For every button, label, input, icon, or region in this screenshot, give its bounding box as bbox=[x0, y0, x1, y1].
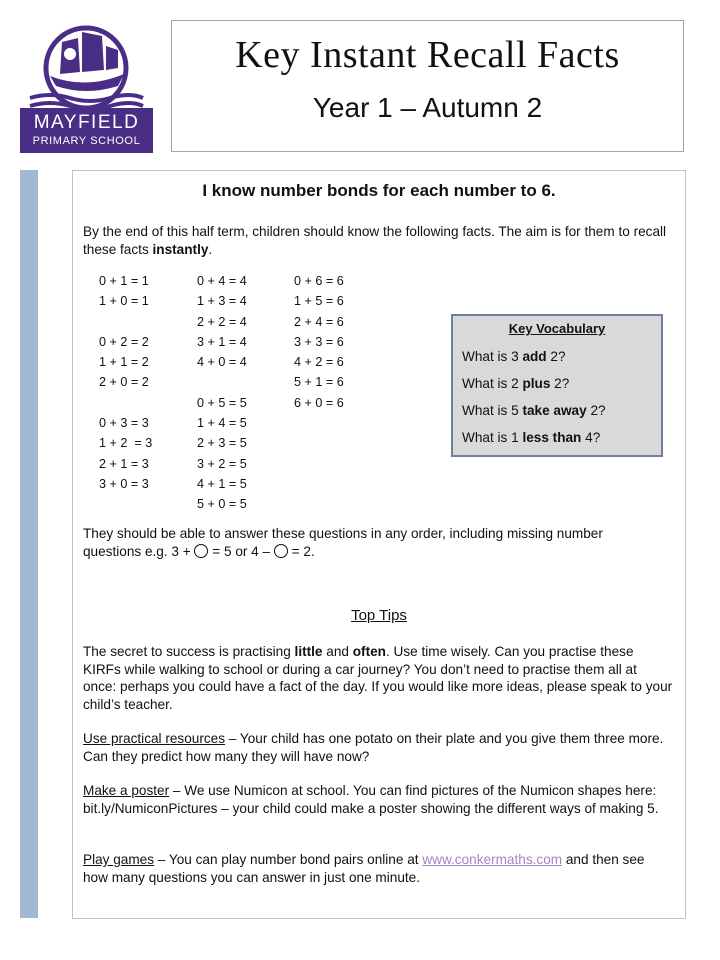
missing-number-circle-icon bbox=[194, 544, 208, 558]
content-panel bbox=[72, 170, 686, 919]
key-vocabulary-box bbox=[451, 314, 663, 457]
logo-text bbox=[20, 108, 153, 153]
ship-logo-icon bbox=[20, 20, 153, 110]
number-bond-fact: 0 + 1 = 1 bbox=[99, 274, 149, 288]
facts-column-2 bbox=[197, 271, 247, 515]
vocab-item: What is 2 plus 2? bbox=[462, 376, 570, 391]
tip-label: Use practical resources bbox=[83, 731, 226, 746]
number-bond-fact: 0 + 3 = 3 bbox=[99, 416, 149, 431]
number-bond-fact bbox=[99, 312, 152, 332]
number-bond-fact: 0 + 6 = 6 bbox=[294, 274, 344, 288]
intro-end: . bbox=[208, 241, 213, 257]
number-bond-fact: 0 + 4 = 4 bbox=[197, 274, 247, 288]
number-bond-fact: 2 + 4 = 6 bbox=[294, 314, 344, 329]
number-bond-fact: 1 + 0 = 1 bbox=[99, 294, 149, 309]
page-title: Key Instant Recall Facts bbox=[235, 34, 620, 76]
number-bond-fact: 0 + 2 = 2 bbox=[99, 334, 149, 349]
vocab-item: What is 5 take away 2? bbox=[462, 403, 606, 418]
vocab-item: What is 3 add 2? bbox=[462, 349, 566, 364]
intro-paragraph bbox=[83, 223, 673, 258]
section-heading: I know number bonds for each number to 6. bbox=[202, 181, 556, 200]
order-line1: They should be able to answer these questions in any order, including missing number bbox=[83, 526, 603, 541]
logo-line2: PRIMARY SCHOOL bbox=[32, 135, 141, 147]
number-bond-fact: 3 + 0 = 3 bbox=[99, 476, 149, 491]
top-tips-heading: Top Tips bbox=[351, 607, 407, 624]
title-box bbox=[171, 20, 684, 152]
logo-line1: MAYFIELD bbox=[33, 112, 140, 133]
number-bond-fact: 3 + 2 = 5 bbox=[197, 456, 247, 471]
number-bond-fact: 2 + 0 = 2 bbox=[99, 375, 149, 390]
number-bond-fact: 5 + 1 = 6 bbox=[294, 375, 344, 390]
number-bond-fact: 3 + 3 = 6 bbox=[294, 334, 344, 349]
number-bond-fact bbox=[197, 372, 247, 392]
number-bond-fact: 6 + 0 = 6 bbox=[294, 395, 344, 410]
tip-label: Play games bbox=[83, 852, 155, 867]
vocab-title: Key Vocabulary bbox=[508, 321, 606, 336]
tip-intro-paragraph: The secret to success is practising little and often. Use time wisely. Can you practise these KIRFs while walking to school or during a car journey? You don’t need to practise them all at once: perhaps you could have a fact of the day. If you would like more ideas, please speak to your child’s teacher. bbox=[83, 644, 673, 712]
order-paragraph bbox=[83, 525, 673, 560]
conkermaths-link[interactable]: www.conkermaths.com bbox=[422, 852, 563, 867]
tip-make-poster: Make a poster – We use Numicon at school. You can find pictures of the Numicon shapes here: bit.ly/NumiconPictures – your child could make a poster showing the different ways of making 5. bbox=[83, 783, 659, 816]
number-bond-fact: 4 + 2 = 6 bbox=[294, 355, 344, 370]
page-subtitle: Year 1 – Autumn 2 bbox=[312, 92, 543, 123]
facts-column-1 bbox=[99, 271, 152, 494]
vocab-item: What is 1 less than 4? bbox=[462, 430, 601, 445]
number-bond-fact: 1 + 2 = 3 bbox=[99, 436, 153, 451]
number-bond-fact: 2 + 1 = 3 bbox=[99, 456, 149, 471]
tip-label: Make a poster bbox=[83, 783, 170, 798]
number-bond-fact: 1 + 5 = 6 bbox=[294, 294, 344, 309]
intro-text: By the end of this half term, children should know the following facts. The aim is for them to recall these facts bbox=[83, 224, 667, 257]
school-logo bbox=[20, 20, 153, 153]
tip-practical-resources: Use practical resources – Your child has one potato on their plate and you give them three more. Can they predict how many they will have now? bbox=[83, 731, 664, 764]
number-bond-fact: 1 + 4 = 5 bbox=[197, 416, 247, 431]
number-bond-fact: 5 + 0 = 5 bbox=[197, 497, 247, 512]
missing-number-circle-icon bbox=[274, 544, 288, 558]
number-bond-fact: 3 + 1 = 4 bbox=[197, 334, 247, 349]
number-bond-fact: 1 + 3 = 4 bbox=[197, 294, 247, 309]
order-line2: questions e.g. 3 + = 5 or 4 – = 2. bbox=[83, 543, 315, 559]
number-bond-fact: 4 + 0 = 4 bbox=[197, 355, 247, 370]
number-bond-fact: 4 + 1 = 5 bbox=[197, 476, 247, 491]
number-bond-fact: 2 + 2 = 4 bbox=[197, 314, 247, 329]
number-bond-fact bbox=[99, 393, 152, 413]
number-bond-fact: 1 + 1 = 2 bbox=[99, 355, 149, 370]
number-bond-fact: 2 + 3 = 5 bbox=[197, 436, 247, 451]
facts-column-3 bbox=[294, 271, 344, 413]
tip-play-games: Play games – You can play number bond pairs online at www.conkermaths.com and then see how many questions you can answer in just one minute. bbox=[83, 852, 645, 885]
number-bond-fact: 0 + 5 = 5 bbox=[197, 395, 247, 410]
side-bar bbox=[20, 170, 38, 918]
intro-bold: instantly bbox=[152, 241, 209, 257]
